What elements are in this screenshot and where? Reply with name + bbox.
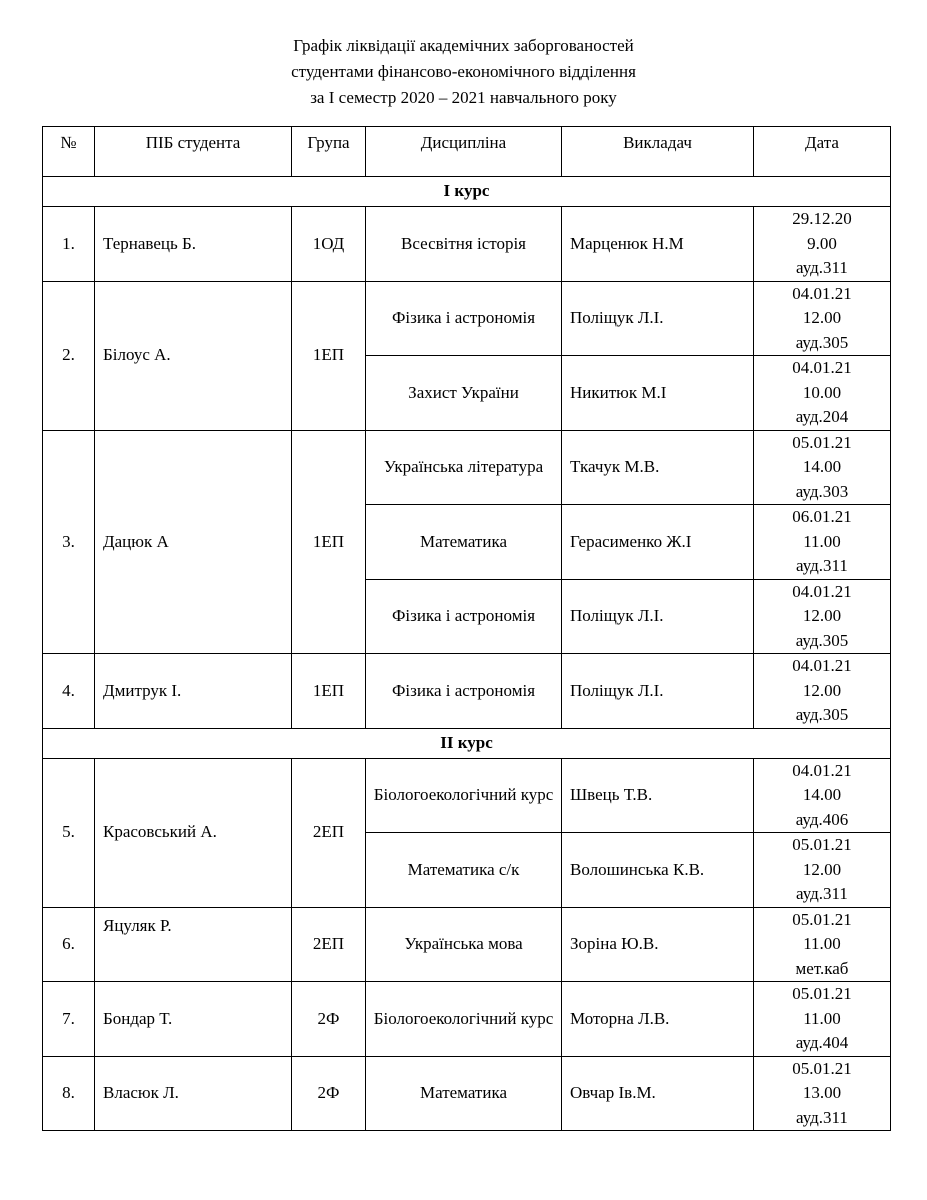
exam-time: 10.00 bbox=[802, 382, 842, 402]
discipline-cell: Математика bbox=[366, 505, 562, 580]
date-cell bbox=[754, 207, 891, 282]
student-group: 2ЕП bbox=[292, 758, 366, 907]
row-number: 6. bbox=[43, 907, 95, 982]
discipline-cell: Фізика і астрономія bbox=[366, 654, 562, 729]
student-group: 1ОД bbox=[292, 207, 366, 282]
date-cell bbox=[754, 430, 891, 505]
header-discipline: Дисципліна bbox=[366, 127, 562, 177]
student-group: 1ЕП bbox=[292, 281, 366, 430]
student-group: 2Ф bbox=[292, 982, 366, 1057]
date-cell bbox=[754, 579, 891, 654]
exam-time: 14.00 bbox=[802, 457, 842, 476]
teacher-cell: Поліщук Л.І. bbox=[562, 281, 754, 356]
exam-room: ауд.305 bbox=[795, 705, 849, 724]
student-name: Дмитрук І. bbox=[95, 654, 292, 729]
exam-time: 11.00 bbox=[803, 531, 841, 551]
exam-time: 14.00 bbox=[802, 785, 842, 804]
table-row bbox=[43, 430, 891, 505]
exam-date: 04.01.21 bbox=[792, 581, 852, 601]
exam-date: 05.01.21 bbox=[792, 432, 852, 452]
teacher-cell: Герасименко Ж.І bbox=[562, 505, 754, 580]
date-cell bbox=[754, 505, 891, 580]
exam-time: 11.00 bbox=[803, 1008, 841, 1028]
student-group: 1ЕП bbox=[292, 430, 366, 654]
header-group: Група bbox=[292, 127, 366, 177]
exam-room: ауд.406 bbox=[795, 809, 849, 829]
exam-date: 29.12.20 bbox=[792, 209, 852, 228]
discipline-cell: Біологоекологічний курс bbox=[366, 982, 562, 1057]
date-cell bbox=[754, 356, 891, 431]
discipline-cell: Фізика і астрономія bbox=[366, 281, 562, 356]
exam-time: 11.00 bbox=[803, 934, 841, 953]
teacher-cell: Зоріна Ю.В. bbox=[562, 907, 754, 982]
title-line-2: студентами фінансово-економічного відділення bbox=[291, 62, 636, 81]
discipline-cell: Фізика і астрономія bbox=[366, 579, 562, 654]
table-row bbox=[43, 281, 891, 356]
student-name: Білоус А. bbox=[95, 281, 292, 430]
exam-room: ауд.303 bbox=[795, 481, 849, 501]
exam-room: ауд.305 bbox=[795, 332, 849, 352]
row-number: 8. bbox=[43, 1056, 95, 1131]
teacher-cell: Швець Т.В. bbox=[562, 758, 754, 833]
teacher-cell: Марценюк Н.М bbox=[562, 207, 754, 282]
discipline-cell: Біологоекологічний курс bbox=[366, 758, 562, 833]
date-cell bbox=[754, 654, 891, 729]
exam-room: ауд.311 bbox=[796, 1107, 848, 1127]
discipline-cell: Українська мова bbox=[366, 907, 562, 982]
exam-time: 12.00 bbox=[802, 680, 842, 700]
section-row bbox=[43, 728, 891, 758]
table-row bbox=[43, 907, 891, 982]
table-row bbox=[43, 758, 891, 833]
row-number: 3. bbox=[43, 430, 95, 654]
exam-date: 05.01.21 bbox=[792, 1058, 852, 1078]
title-line-1: Графік ліквідації академічних заборгованостей bbox=[293, 36, 634, 55]
date-cell bbox=[754, 1056, 891, 1131]
row-number: 1. bbox=[43, 207, 95, 282]
header-teacher: Викладач bbox=[562, 127, 754, 177]
date-cell bbox=[754, 982, 891, 1057]
title-line-3: за I семестр 2020 – 2021 навчального року bbox=[310, 88, 617, 107]
exam-date: 05.01.21 bbox=[792, 984, 852, 1003]
student-group: 2ЕП bbox=[292, 907, 366, 982]
exam-date: 05.01.21 bbox=[792, 835, 852, 854]
exam-room: ауд.404 bbox=[795, 1033, 849, 1052]
table-row bbox=[43, 654, 891, 729]
table-header-row bbox=[43, 127, 891, 177]
exam-date: 06.01.21 bbox=[792, 507, 852, 526]
exam-time: 12.00 bbox=[802, 859, 842, 879]
header-name: ПІБ студента bbox=[95, 127, 292, 177]
row-number: 2. bbox=[43, 281, 95, 430]
section-title: I курс bbox=[43, 177, 891, 207]
row-number: 7. bbox=[43, 982, 95, 1057]
teacher-cell: Поліщук Л.І. bbox=[562, 579, 754, 654]
header-num: № bbox=[43, 127, 95, 177]
exam-date: 04.01.21 bbox=[792, 283, 852, 303]
exam-time: 12.00 bbox=[802, 606, 842, 625]
exam-date: 05.01.21 bbox=[792, 909, 852, 929]
discipline-cell: Українська література bbox=[366, 430, 562, 505]
teacher-cell: Овчар Ів.М. bbox=[562, 1056, 754, 1131]
student-name: Тернавець Б. bbox=[95, 207, 292, 282]
exam-room: ауд.311 bbox=[796, 556, 848, 575]
debts-schedule-table bbox=[42, 126, 891, 1131]
row-number: 5. bbox=[43, 758, 95, 907]
exam-room: ауд.311 bbox=[796, 258, 848, 277]
exam-room: ауд.305 bbox=[795, 630, 849, 650]
exam-time: 13.00 bbox=[802, 1083, 842, 1102]
header-date: Дата bbox=[754, 127, 891, 177]
exam-date: 04.01.21 bbox=[792, 760, 852, 780]
table-body bbox=[43, 177, 891, 1131]
exam-room: ауд.204 bbox=[795, 407, 849, 426]
student-name: Дацюк А bbox=[95, 430, 292, 654]
exam-date: 04.01.21 bbox=[792, 358, 852, 377]
date-cell bbox=[754, 281, 891, 356]
table-row bbox=[43, 1056, 891, 1131]
student-name: Красовський А. bbox=[95, 758, 292, 907]
student-name: Власюк Л. bbox=[95, 1056, 292, 1131]
student-name: Бондар Т. bbox=[95, 982, 292, 1057]
exam-date: 04.01.21 bbox=[792, 656, 852, 675]
exam-time: 9.00 bbox=[807, 233, 837, 253]
document-title bbox=[0, 33, 927, 111]
discipline-cell: Всесвітня історія bbox=[366, 207, 562, 282]
row-number: 4. bbox=[43, 654, 95, 729]
discipline-cell: Математика bbox=[366, 1056, 562, 1131]
discipline-cell: Математика с/к bbox=[366, 833, 562, 908]
exam-time: 12.00 bbox=[802, 308, 842, 327]
teacher-cell: Моторна Л.В. bbox=[562, 982, 754, 1057]
date-cell bbox=[754, 758, 891, 833]
exam-room: мет.каб bbox=[795, 958, 849, 978]
teacher-cell: Поліщук Л.І. bbox=[562, 654, 754, 729]
discipline-cell: Захист України bbox=[366, 356, 562, 431]
table-row bbox=[43, 982, 891, 1057]
student-group: 2Ф bbox=[292, 1056, 366, 1131]
table-row bbox=[43, 207, 891, 282]
section-row bbox=[43, 177, 891, 207]
date-cell bbox=[754, 907, 891, 982]
student-name: Яцуляк Р. bbox=[95, 907, 292, 982]
exam-room: ауд.311 bbox=[796, 884, 848, 903]
student-group: 1ЕП bbox=[292, 654, 366, 729]
teacher-cell: Волошинська К.В. bbox=[562, 833, 754, 908]
date-cell bbox=[754, 833, 891, 908]
teacher-cell: Никитюк М.І bbox=[562, 356, 754, 431]
section-title: II курс bbox=[43, 728, 891, 758]
teacher-cell: Ткачук М.В. bbox=[562, 430, 754, 505]
